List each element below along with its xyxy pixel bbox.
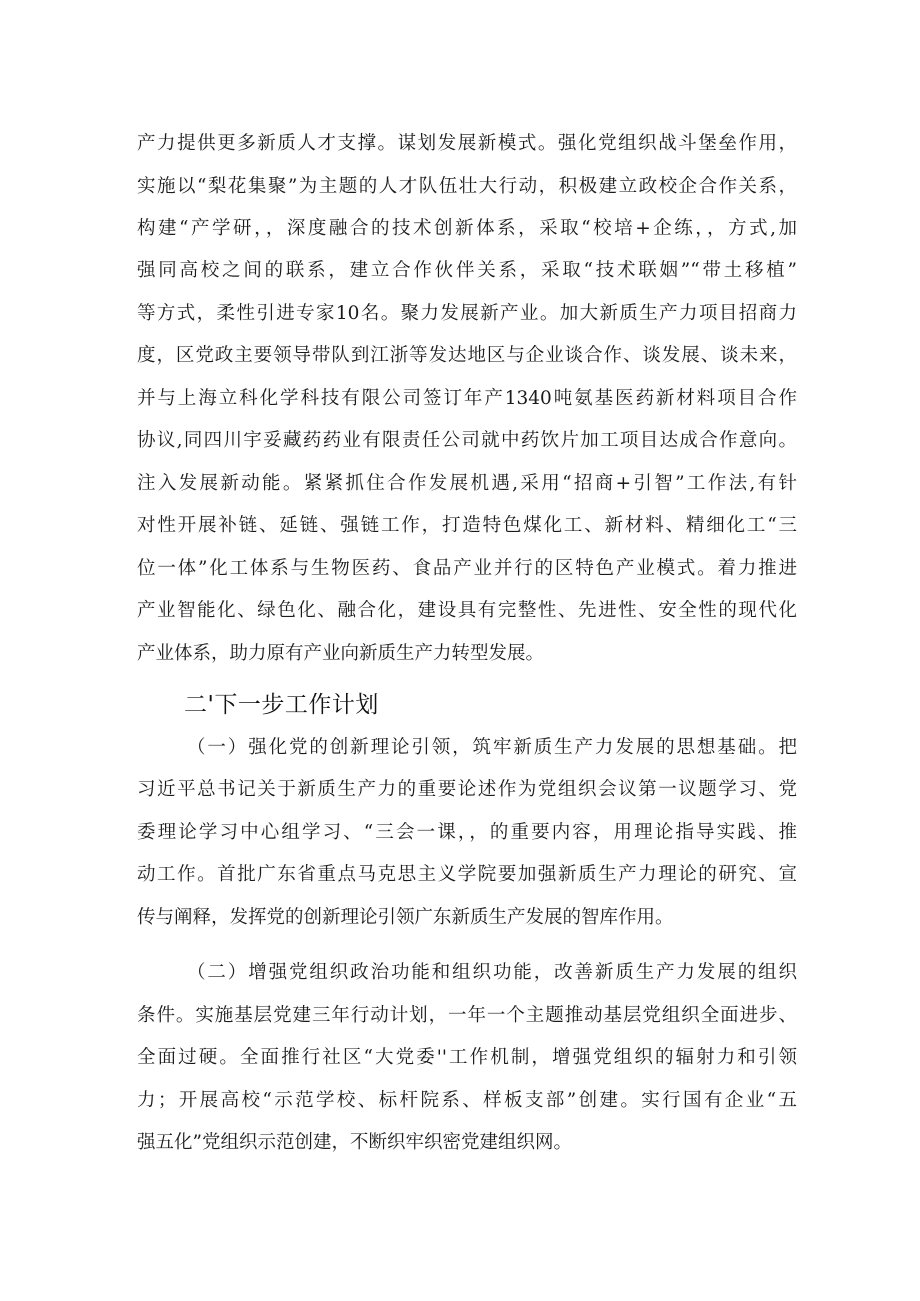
text-line: 对性开展补链、延链、强链工作，打造特色煤化工、新材料、精细化工“三 (137, 515, 797, 536)
text-line: 传与阐释，发挥党的创新理论引领广东新质生产发展的智库作用。 (137, 907, 674, 928)
text-line: 协议,同四川宇妥藏药药业有限责任公司就中药饮片加工项目达成合作意向。 (137, 430, 797, 451)
text-line: 动工作。首批广东省重点马克思主义学院要加强新质生产力理论的研究、宣 (137, 864, 797, 885)
text-line: 位一体”化工体系与生物医药、食品产业并行的区特色产业模式。着力推进 (137, 558, 797, 579)
text-line: 强同高校之间的联系，建立合作伙伴关系，采取“技术联姻”“带土移植” (137, 260, 797, 281)
text-line: （一）强化党的创新理论引领，筑牢新质生产力发展的思想基础。把 (187, 737, 797, 758)
text-line: 条件。实施基层党建三年行动计划，一年一个主题推动基层党组织全面进步、 (137, 1005, 797, 1026)
text-line: 实施以“梨花集聚”为主题的人才队伍壮大行动，积极建立政校企合作关系， (137, 176, 797, 197)
text-line: 委理论学习中心组学习、“三会一课，，的重要内容，用理论指导实践、推 (137, 822, 797, 843)
text-line: 度，区党政主要领导带队到江浙等发达地区与企业谈合作、谈发展、谈未来， (137, 345, 797, 366)
text-line: 产业智能化、绿色化、融合化，建设具有完整性、先进性、安全性的现代化 (137, 600, 797, 621)
text-line: 习近平总书记关于新质生产力的重要论述作为党组织会议第一议题学习、党 (137, 779, 797, 800)
text-line: 产业体系，助力原有产业向新质生产力转型发展。 (137, 643, 545, 664)
text-line: 并与上海立科化学科技有限公司签订年产1340吨氨基医药新材料项目合作 (137, 388, 797, 409)
text-line: 产力提供更多新质人才支撑。谋划发展新模式。强化党组织战斗堡垒作用， (137, 133, 797, 154)
text-line: 力；开展高校“示范学校、标杆院系、样板支部”创建。实行国有企业“五 (137, 1090, 797, 1111)
text-line: 全面过硬。全面推行社区“大党委''工作机制，增强党组织的辐射力和引领 (137, 1047, 797, 1068)
text-line: 强五化”党组织示范创建，不断织牢织密党建组织网。 (137, 1132, 572, 1153)
section-heading: 二'下一步工作计划 (184, 692, 379, 718)
text-line: 构建“产学研，，深度融合的技术创新体系，采取“校培+企练，，方式,加 (137, 218, 797, 239)
text-line: （二）增强党组织政治功能和组织功能，改善新质生产力发展的组织 (187, 962, 797, 983)
text-line: 注入发展新动能。紧紧抓住合作发展机遇,采用“招商+引智”工作法,有针 (137, 473, 797, 494)
text-line: 等方式，柔性引进专家10名。聚力发展新产业。加大新质生产力项目招商力 (137, 303, 797, 324)
